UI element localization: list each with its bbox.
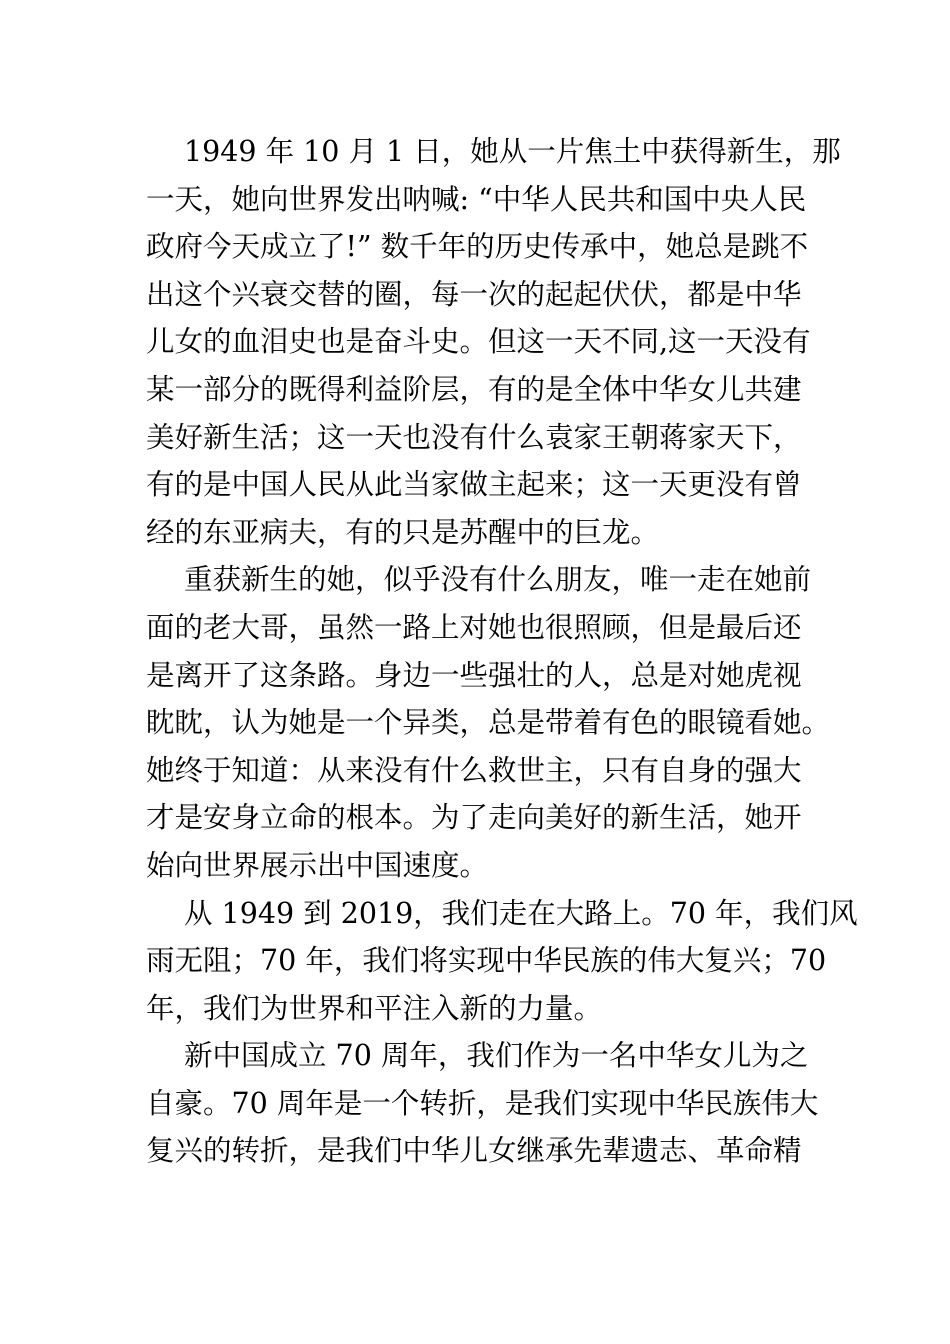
text-line: 经的东亚病夫，有的只是苏醒中的巨龙。 [146,515,660,549]
text-line: 一天，她向世界发出呐喊: “中华人民共和国中央人民 [146,182,807,216]
text-line: 面的老大哥，虽然一路上对她也很照顾，但是最后还 [146,610,802,644]
text-line: 儿女的血泪史也是奋斗史。但这一天不同,这一天没有 [146,325,811,359]
text-line: 雨无阻；70 年，我们将实现中华民族的伟大复兴；70 [146,944,827,978]
text-line: 她终于知道：从来没有什么救世主，只有自身的强大 [146,753,802,787]
text-line: 某一部分的既得利益阶层，有的是全体中华女儿共建 [146,372,802,406]
text-line: 是离开了这条路。身边一些强壮的人，总是对她虎视 [146,658,802,692]
text-line: 新中国成立 70 周年，我们作为一名中华女儿为之 [184,1039,809,1073]
text-line: 才是安身立命的根本。为了走向美好的新生活，她开 [146,801,802,835]
paragraph-1 [146,128,841,556]
paragraph-2 [146,556,831,889]
text-line: 政府今天成立了!” 数千年的历史传承中，她总是跳不 [146,230,809,264]
body-text [146,128,858,1175]
text-line: 复兴的转折，是我们中华儿女继承先辈遗志、革命精 [146,1134,802,1168]
text-line: 出这个兴衰交替的圈，每一次的起起伏伏，都是中华 [146,277,802,311]
text-line: 自豪。70 周年是一个转折，是我们实现中华民族伟大 [146,1086,819,1120]
paragraph-4 [146,1032,819,1175]
text-line: 重获新生的她，似乎没有什么朋友，唯一走在她前 [184,563,812,597]
text-line: 始向世界展示出中国速度。 [146,848,489,882]
text-line: 年，我们为世界和平注入新的力量。 [146,991,603,1025]
text-line: 有的是中国人民从此当家做主起来；这一天更没有曾 [146,468,802,502]
text-line: 1949 年 10 月 1 日，她从一片焦土中获得新生，那 [184,135,841,168]
text-line: 美好新生活；这一天也没有什么袁家王朝蒋家天下， [146,420,802,454]
text-line: 眈眈，认为她是一个异类，总是带着有色的眼镜看她。 [146,706,831,740]
paragraph-3 [146,890,858,1033]
text-line: 从 1949 到 2019，我们走在大路上。70 年，我们风 [184,896,858,930]
